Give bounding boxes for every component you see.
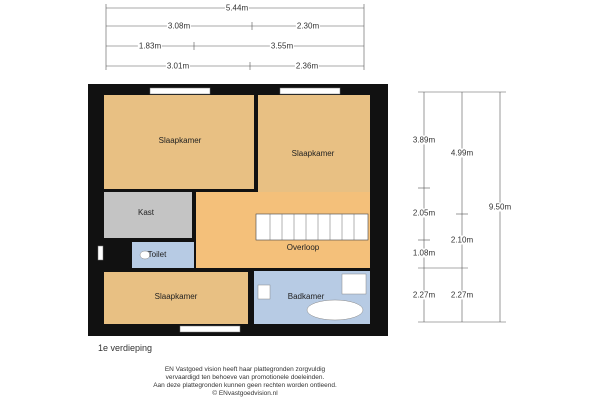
disclaimer-line: © ENvastgoedvision.nl [212,390,278,397]
dim-side-col3-1: 9.50m [488,202,512,212]
disclaimer-line: EN Vastgoed vision heeft haar plattegronden zorgvuldig [164,366,326,373]
room-label-slaapkamer-bottom-left: Slaapkamer [154,292,198,301]
dim-side-col2-3: 2.27m [450,290,474,300]
dim-side-col2-1: 4.99m [450,148,474,158]
room-fill-overloop-lower [196,238,252,268]
bathtub-fixture [307,300,363,320]
dim-row4-right: 2.36m [295,61,319,71]
disclaimer [110,366,380,398]
room-label-badkamer: Badkamer [287,292,325,301]
stairs [256,214,368,240]
window-top-left [150,88,210,94]
dim-side-col1-2: 2.05m [412,208,436,218]
disclaimer-line: vervaardigd ten behoeve van promotionele doeleinden. [165,374,325,381]
top-dimension-lines [106,4,364,70]
room-label-toilet: Toilet [147,250,167,259]
dim-side-col2-2: 2.10m [450,235,474,245]
dim-row2-right: 2.30m [296,21,320,31]
sink-fixture [258,285,270,299]
dim-side-col1-4: 2.27m [412,290,436,300]
dim-side-col1-1: 3.89m [412,135,436,145]
window-left-side [98,246,103,260]
window-bottom-left [180,326,240,332]
shower-fixture [342,274,366,294]
room-label-kast: Kast [137,208,155,217]
dim-side-col1-3: 1.08m [412,248,436,258]
room-label-slaapkamer-top-left: Slaapkamer [158,136,202,145]
window-top-right [280,88,340,94]
room-label-overloop: Overloop [286,243,320,252]
dim-total-width: 5.44m [225,3,249,13]
room-label-slaapkamer-top-right: Slaapkamer [291,149,335,158]
disclaimer-line: Aan deze plattegronden kunnen geen rechten worden ontleend. [153,382,337,389]
dim-row3-right: 3.55m [270,41,294,51]
dim-row2-left: 3.08m [167,21,191,31]
dim-row4-left: 3.01m [166,61,190,71]
dim-row3-left: 1.83m [138,41,162,51]
floor-label: 1e verdieping [98,343,153,353]
